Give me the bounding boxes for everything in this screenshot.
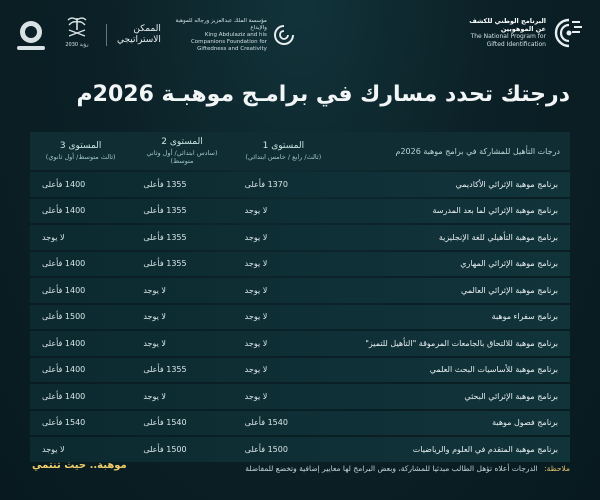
foundation-logo-icon <box>272 23 296 47</box>
level-1-cell: لا يوجد <box>244 285 268 295</box>
strategic-enabler <box>106 24 161 46</box>
level-2-cell: لا يوجد <box>143 285 166 295</box>
program-logo <box>462 16 586 50</box>
program-name-ar: البرنامج الوطني للكشف عن الموهوبين <box>469 17 546 33</box>
program-name-cell: برنامج موهبة المتقدم في العلوم والرياضيات <box>412 444 558 454</box>
table-row <box>30 384 570 409</box>
level-subtitle: (ثالث/ رابع / خامس ابتدائي) <box>245 153 322 161</box>
level-1-cell: لا يوجد <box>244 365 268 375</box>
table-row <box>30 225 570 250</box>
vision-2030-text: رؤية 2030 <box>65 42 89 48</box>
table-row <box>30 199 570 224</box>
level-2-cell: 1540 فأعلى <box>143 418 187 428</box>
level-2-cell: 1355 فأعلى <box>143 259 187 269</box>
level-2-cell: لا يوجد <box>143 312 166 322</box>
program-name-cell: برنامج موهبة الإثرائي البحثي <box>464 391 558 401</box>
footnote <box>245 464 570 473</box>
header-level-2 <box>131 132 232 170</box>
level-3-cell: 1400 فأعلى <box>42 365 86 375</box>
foundation-name-en: King Abdulaziz and his Companions Foundation for Giftedness and Creativity <box>190 31 267 52</box>
program-name-en: The National Program for Gifted Identification <box>470 33 546 48</box>
header <box>14 14 586 66</box>
program-logo-icon <box>552 16 586 50</box>
level-1-cell: لا يوجد <box>244 206 268 216</box>
table-header-row <box>30 132 570 170</box>
vision-line1: الممكن <box>133 24 161 34</box>
seal-icon <box>20 21 42 43</box>
page-title: درجتك تحدد مسارك في برامـج موهبـة 2026م <box>76 82 570 107</box>
level-2-cell: لا يوجد <box>143 391 166 401</box>
program-name-cell: برنامج موهبة الإثرائي لما بعد المدرسة <box>432 206 558 216</box>
level-3-cell: 1400 فأعلى <box>42 179 86 189</box>
level-2-cell: لا يوجد <box>143 338 166 348</box>
slogan: موهبة.. حيث تنتمي <box>32 460 127 471</box>
level-1-cell: 1540 فأعلى <box>244 418 288 428</box>
program-name-cell: برنامج موهبة الإثرائي المهاري <box>460 259 558 269</box>
level-1-cell: لا يوجد <box>244 232 268 242</box>
program-name-cell: برنامج موهبة الإثرائي العالمي <box>461 285 558 295</box>
header-level-1 <box>233 132 334 170</box>
header-level-3 <box>30 132 131 170</box>
table-body <box>30 172 570 462</box>
note-text: الدرجات أعلاه تؤهل الطالب مبدئيا للمشاركة، وبعض البرامج لها معايير إضافية وتخضع للمفاضلة <box>245 464 538 473</box>
foundation-logo <box>175 18 296 53</box>
level-title: المستوى 2 <box>161 137 203 147</box>
level-3-cell: 1540 فأعلى <box>42 418 86 428</box>
table-row <box>30 437 570 462</box>
table-row <box>30 358 570 383</box>
table <box>30 130 570 464</box>
level-3-cell: 1400 فأعلى <box>42 206 86 216</box>
level-1-cell: لا يوجد <box>244 259 268 269</box>
level-1-cell: 1500 فأعلى <box>244 444 288 454</box>
level-1-cell: لا يوجد <box>244 338 268 348</box>
table-row <box>30 411 570 436</box>
foundation-logo-text <box>175 18 267 53</box>
level-title: المستوى 1 <box>262 141 305 151</box>
level-subtitle: (ثالث متوسط/ أول ثانوي) <box>45 153 116 161</box>
eligibility-table <box>30 130 570 464</box>
program-name-cell: برنامج موهبة للأساسيات البحث العلمي <box>429 365 558 375</box>
level-3-cell: 1400 فأعلى <box>42 259 86 269</box>
level-title: المستوى 3 <box>59 141 102 151</box>
header-programs: درجات التأهيل للمشاركة في برامج موهبة 2026م <box>395 146 560 156</box>
vision-line2: الاستراتيجي <box>117 35 161 45</box>
table-row <box>30 172 570 197</box>
palm-swords-icon <box>66 14 88 40</box>
program-name-cell: برنامج موهبة للالتحاق بالجامعات المرموقة "التأهيل للتميز" <box>365 338 558 348</box>
level-1-cell: لا يوجد <box>244 391 268 401</box>
note-label: ملاحظة: <box>544 464 570 473</box>
level-3-cell: 1400 فأعلى <box>42 338 86 348</box>
program-name-cell: برنامج موهبة التأهيلي للغة الإنجليزية <box>438 232 558 242</box>
table-row <box>30 252 570 277</box>
level-3-cell: لا يوجد <box>42 444 65 454</box>
vision-2030-logo <box>62 14 92 56</box>
level-2-cell: 1355 فأعلى <box>143 179 187 189</box>
level-2-cell: 1500 فأعلى <box>143 444 187 454</box>
table-row <box>30 331 570 356</box>
partner-logos <box>14 14 296 56</box>
level-2-cell: 1355 فأعلى <box>143 232 187 242</box>
emblem-logo <box>14 15 48 55</box>
level-1-cell: 1370 فأعلى <box>244 179 288 189</box>
level-1-cell: لا يوجد <box>244 312 268 322</box>
level-3-cell: 1400 فأعلى <box>42 285 86 295</box>
level-3-cell: لا يوجد <box>42 232 65 242</box>
level-3-cell: 1500 فأعلى <box>42 312 86 322</box>
level-3-cell: 1400 فأعلى <box>42 391 86 401</box>
level-2-cell: 1355 فأعلى <box>143 206 187 216</box>
program-name-cell: برنامج سفراء موهبة <box>491 312 558 322</box>
table-row <box>30 305 570 330</box>
emblem-label-bar <box>17 46 45 50</box>
table-row <box>30 278 570 303</box>
program-name-cell: برنامج فصول موهبة <box>492 418 558 428</box>
level-subtitle: (سادس ابتدائي/ أول وثاني متوسط) <box>146 149 218 165</box>
program-name-cell: برنامج موهبة الإثرائي الأكاديمي <box>455 179 558 189</box>
level-2-cell: 1355 فأعلى <box>143 365 187 375</box>
foundation-name-ar: مؤسسة الملك عبدالعزيز ورجاله للموهبة والإبداع <box>175 17 267 31</box>
program-logo-text <box>462 17 546 49</box>
